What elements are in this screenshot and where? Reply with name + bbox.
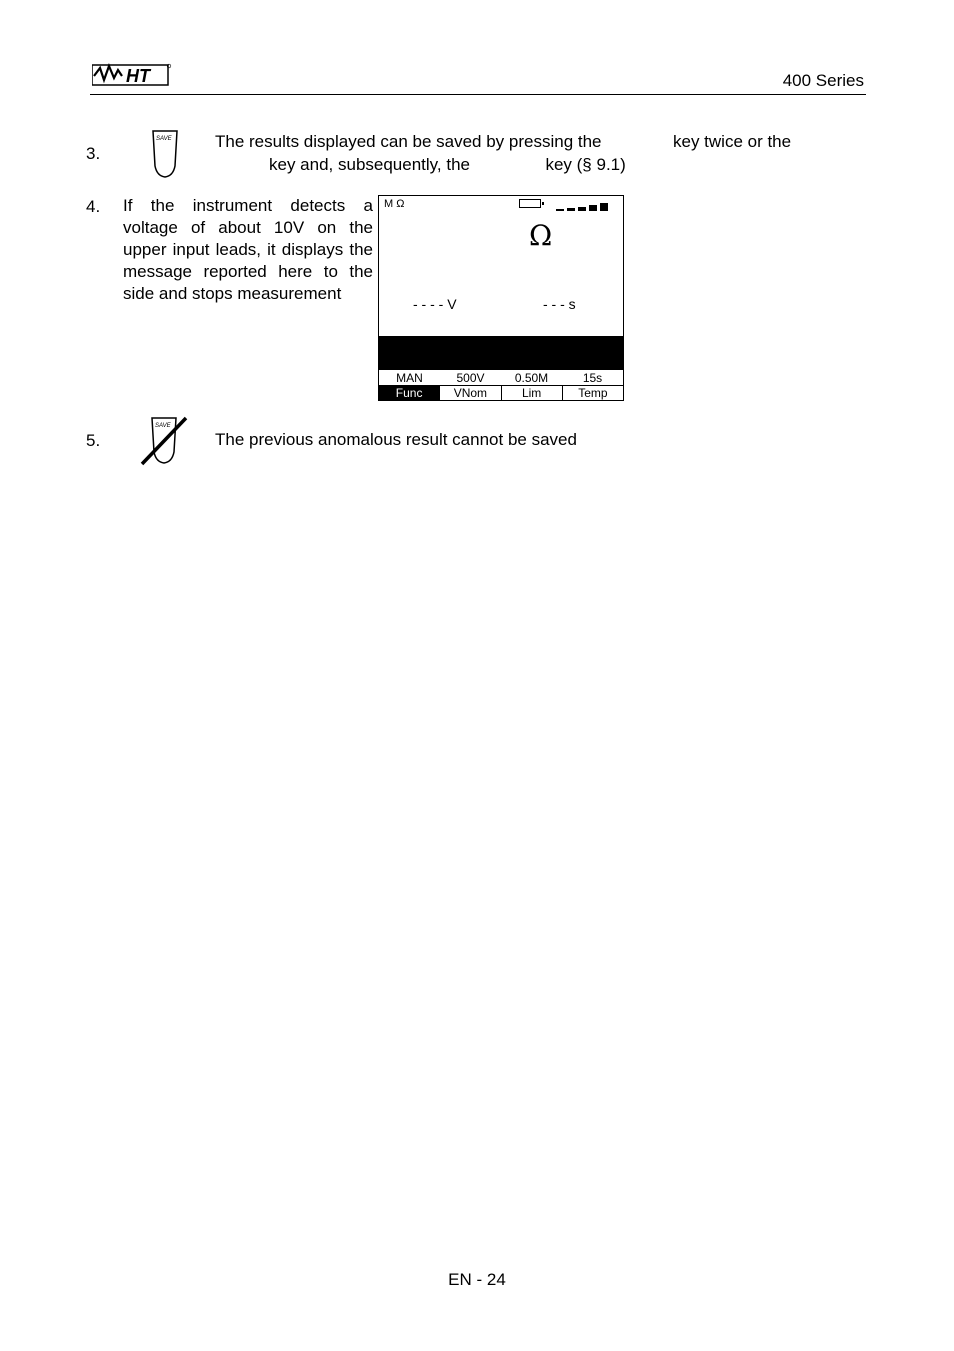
lcd-time-readout: - - - s xyxy=(543,296,576,312)
lcd-key-temp: Temp xyxy=(562,386,623,401)
lcd-screen xyxy=(378,195,624,401)
save-key-crossed-icon xyxy=(138,414,190,466)
lcd-omega-symbol: Ω xyxy=(529,219,553,252)
item-number-4: 4. xyxy=(86,197,101,216)
ht-logo xyxy=(92,62,172,88)
item-number-5: 5. xyxy=(86,431,101,450)
signal-strength-icon xyxy=(556,199,612,208)
item-3-text-a: The results displayed can be saved by pressing the xyxy=(215,132,602,151)
lcd-function-keys xyxy=(379,385,623,401)
lcd-value-lim: 0.50M xyxy=(514,371,549,385)
item-3-text-b: key twice or the xyxy=(672,132,792,151)
item-3-text-c: key and, subsequently, the xyxy=(269,155,470,174)
item-3-line-2 xyxy=(215,154,626,176)
svg-text:SAVE: SAVE xyxy=(155,423,171,429)
item-number-3: 3. xyxy=(86,144,101,163)
svg-text:SAVE: SAVE xyxy=(156,136,172,142)
lcd-unit-label: M Ω xyxy=(384,198,405,210)
item-4-text: If the instrument detects a voltage of about 10V on the upper input leads, it displays the message reported here to the side and stops measurement xyxy=(123,196,373,303)
lcd-key-func: Func xyxy=(379,386,439,401)
item-5-text: The previous anomalous result cannot be saved xyxy=(215,430,577,449)
item-3-text-d: key (§ 9.1) xyxy=(545,155,626,174)
lcd-voltage-readout: - - - - V xyxy=(413,296,457,312)
lcd-value-temp: 15s xyxy=(582,371,603,385)
series-title: 400 Series xyxy=(782,71,864,90)
lcd-value-vnom: 500V xyxy=(456,371,485,385)
battery-icon xyxy=(519,199,541,208)
header-rule xyxy=(90,94,866,95)
item-3-line-1 xyxy=(215,131,865,153)
lcd-message-bar xyxy=(379,336,623,369)
svg-text:HT: HT xyxy=(126,66,150,86)
lcd-value-mode: MAN xyxy=(396,371,423,385)
lcd-key-lim: Lim xyxy=(501,386,562,401)
page-number: EN - 24 xyxy=(448,1270,506,1289)
lcd-key-vnom: VNom xyxy=(439,386,500,401)
save-key-icon xyxy=(150,128,180,180)
lcd-parameter-values xyxy=(379,369,623,386)
